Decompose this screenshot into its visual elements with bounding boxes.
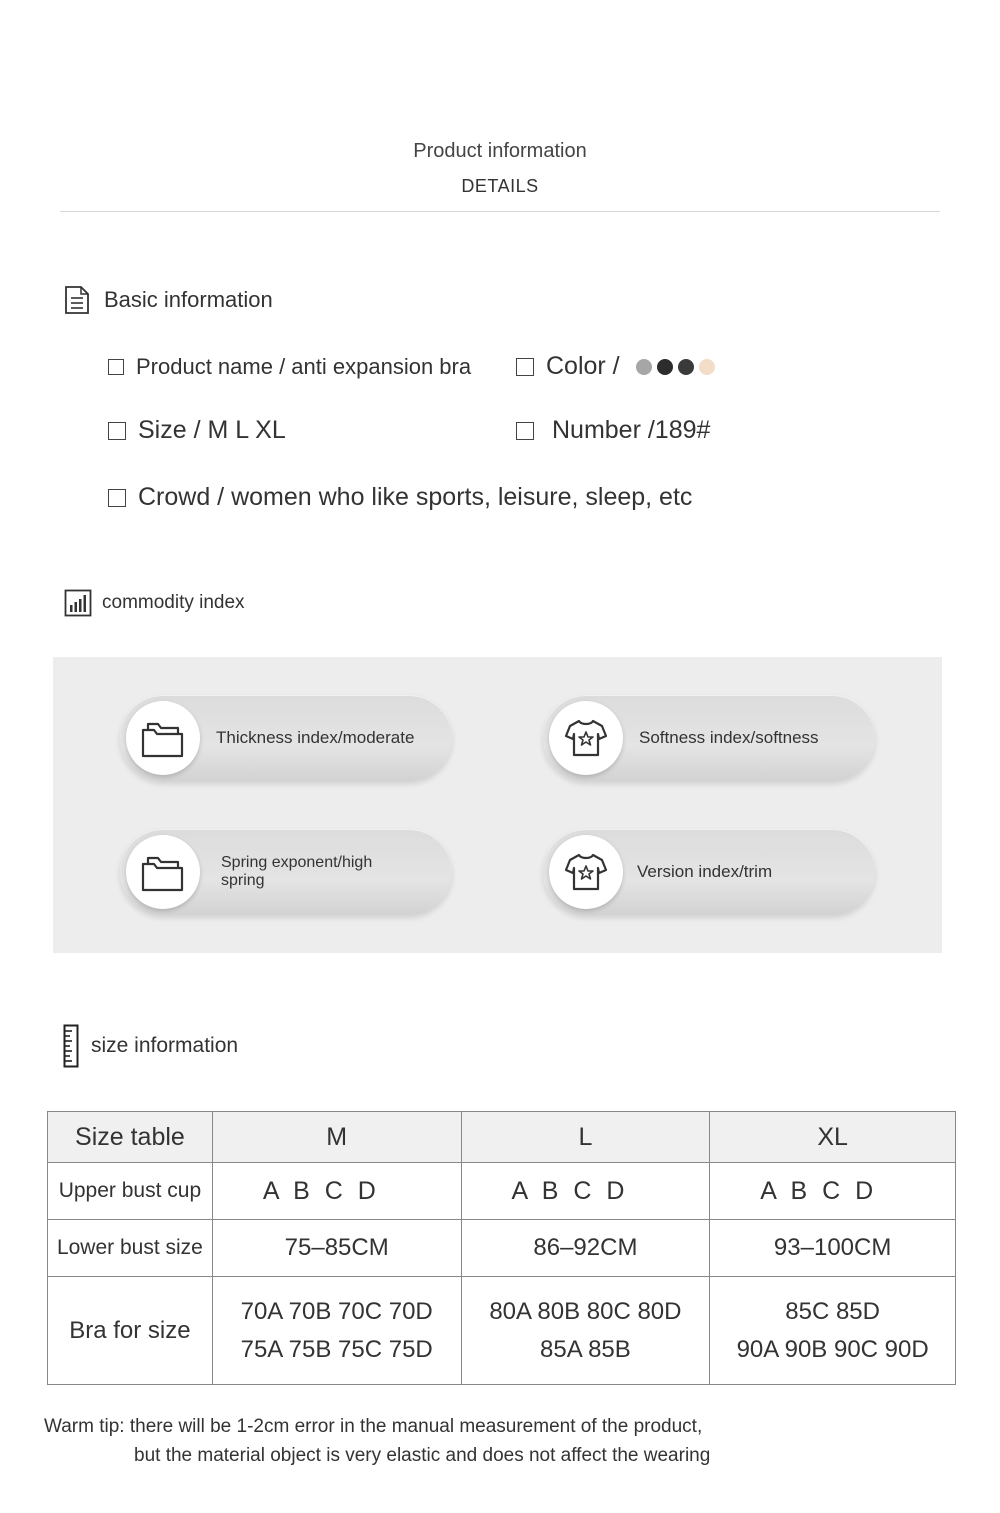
index-pill [120,829,452,915]
warm-tip-line2: but the material object is very elastic and does not affect the wearing [134,1445,711,1466]
index-icon-circle [126,835,200,909]
color-swatch [636,359,652,375]
product-name-item [108,354,471,380]
index-pill [543,695,875,781]
table-cell: A B C D [461,1163,710,1220]
cell-line: 90A 90B 90C 90D [736,1335,929,1363]
product-name-text: Product name / anti expansion bra [136,354,472,379]
index-label: Version index/trim [637,862,773,881]
table-row [48,1220,956,1277]
index-label: Thickness index/moderate [216,728,415,747]
table-cell: A B C D [212,1163,461,1220]
number-item [516,416,710,445]
row-label: Upper bust cup [48,1163,213,1220]
page-title: Product information [413,140,587,162]
basic-info-heading [64,286,273,314]
cell-line: 85C 85D [785,1297,880,1325]
document-icon [64,286,90,314]
index-pill [120,695,452,781]
checkbox-icon [108,422,126,440]
tshirt-icon [564,851,608,893]
checkbox-icon [516,422,534,440]
table-header-row [48,1112,956,1163]
table-header-cell: Size table [48,1112,213,1163]
number-text: Number /189# [552,416,711,444]
checkbox-icon [108,359,124,375]
table-header-cell: L [461,1112,710,1163]
size-info-heading [63,1024,238,1068]
commodity-heading [64,589,245,617]
folder-icon [140,852,186,892]
size-item [108,416,286,445]
index-pill [543,829,875,915]
color-swatches [636,359,715,375]
crowd-item [108,483,692,512]
color-item [516,352,715,381]
commodity-panel [53,657,942,953]
size-info-title: size information [91,1034,239,1057]
commodity-title: commodity index [102,592,245,613]
table-cell: 93–100CM [710,1220,956,1277]
warm-tip-line1: Warm tip: there will be 1-2cm error in the manual measurement of the product, [44,1416,703,1437]
crowd-text: Crowd / women who like sports, leisure, sleep, etc [138,483,693,511]
header-divider [60,211,940,212]
table-header-cell: M [212,1112,461,1163]
table-cell [212,1277,461,1385]
cell-line: 70A 70B 70C 70D [240,1297,433,1325]
color-label: Color / [546,352,620,380]
table-cell: 86–92CM [461,1220,710,1277]
table-row [48,1277,956,1385]
basic-info-title: Basic information [104,287,273,312]
tshirt-icon [564,717,608,759]
table-cell: A B C D [710,1163,956,1220]
color-swatch [657,359,673,375]
table-cell [710,1277,956,1385]
cell-line: 85A 85B [540,1335,631,1363]
bar-chart-icon [64,589,92,617]
index-label: Spring exponent/high spring [221,854,373,889]
size-table [47,1111,956,1385]
table-cell: 75–85CM [212,1220,461,1277]
checkbox-icon [108,489,126,507]
cell-line: 80A 80B 80C 80D [489,1297,682,1325]
table-header-cell: XL [710,1112,956,1163]
table-cell [461,1277,710,1385]
color-swatch [678,359,694,375]
index-label: Softness index/softness [639,728,819,747]
table-row [48,1163,956,1220]
folder-icon [140,718,186,758]
cell-line: 75A 75B 75C 75D [240,1335,433,1363]
color-swatch [699,359,715,375]
index-icon-circle [549,701,623,775]
page-subtitle: DETAILS [461,176,539,196]
index-icon-circle [549,835,623,909]
row-label: Bra for size [48,1277,213,1385]
index-icon-circle [126,701,200,775]
checkbox-icon [516,358,534,376]
row-label: Lower bust size [48,1220,213,1277]
size-text: Size / M L XL [138,416,286,444]
ruler-icon [63,1024,79,1068]
